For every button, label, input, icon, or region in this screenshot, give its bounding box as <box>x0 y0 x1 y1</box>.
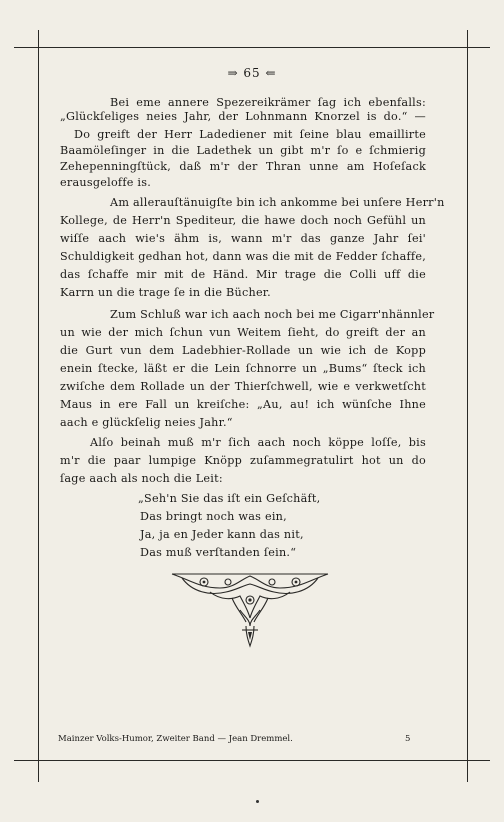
text-line: un wie der mich ſchun vun Weitem ſieht, do greift der an <box>60 326 426 339</box>
footer-title: Mainzer Volks-Humor, Zweiter Band — Jean Dremmel. <box>58 734 293 744</box>
text-line: ſage aach als noch die Leit: <box>60 472 223 485</box>
speck <box>256 800 259 803</box>
vignette-ornament <box>170 570 330 648</box>
text-line: zwiſche dem Rollade un der Thierſchwell, wie e verkwetſcht <box>60 380 426 393</box>
text-line: Zehepenningſtück, daß m'r der Thran unne am Hoſeſack <box>60 160 426 173</box>
text-line: das ſchaffe mir mit de Händ. Mir trage die Colli uff die <box>60 268 426 281</box>
verse-line: Ja, ja en Jeder kann das nit, <box>140 528 304 541</box>
text-line: Kollege, de Herr'n Spediteur, die hawe doch noch Gefühl un <box>60 214 426 227</box>
folio-right-mark: ⇐ <box>265 66 277 80</box>
verse-line: Das bringt noch was ein, <box>140 510 287 523</box>
text-line: Maus in ere Fall un kreiſche: „Au, au! ich wünſche Ihne <box>60 398 426 411</box>
top-rule <box>14 47 490 48</box>
text-line: die Gurt vun dem Ladebhier-Rollade un wie ich de Kopp <box>60 344 426 357</box>
folio-left-mark: ⇒ <box>227 66 239 80</box>
page-number: 65 <box>243 66 261 80</box>
page-number-line <box>0 66 504 80</box>
text-line: Baamöleſinger in die Ladethek un gibt m'r ſo e ſchmierig <box>60 144 426 157</box>
text-line: m'r die paar lumpige Knöpp zuſammegratulirt hot un do <box>60 454 426 467</box>
text-line: Schuldigkeit gedhan hot, dann was die mit de Fedder ſchaffe, <box>60 250 426 263</box>
text-line: enein ſtecke, läßt er die Lein ſchnorre un „Bums“ ſteck ich <box>60 362 426 375</box>
verse-line: Das muß verſtanden ſein.“ <box>140 546 297 559</box>
left-rule <box>38 30 39 782</box>
bottom-rule <box>14 760 490 761</box>
text-line: Bei eme annere Spezereikrämer ſag ich ebenfalls: <box>110 96 426 109</box>
text-line: „Glückſeliges neies Jahr, der Lohnmann Knorzel is do.“ — <box>60 110 426 123</box>
signature-mark: 5 <box>405 734 411 744</box>
text-line: Zum Schluß war ich aach noch bei me Cigarr'nhännler <box>110 308 435 321</box>
text-line: Karrn un die trage ſe in die Bücher. <box>60 286 271 299</box>
right-rule <box>467 30 468 782</box>
text-line: wiſſe aach wie's ähm is, wann m'r das ganze Jahr ſei' <box>60 232 426 245</box>
text-line: Alſo beinah muß m'r ſich aach noch köppe loſſe, bis <box>90 436 426 449</box>
text-line: erausgeloffe is. <box>60 176 152 189</box>
text-line: Do greift der Herr Ladediener mit ſeine blau emaillirte <box>74 128 426 141</box>
text-line: aach e glückſelig neies Jahr.“ <box>60 416 233 429</box>
text-line: Am allerauſtänuigſte bin ich ankomme bei unſere Herr'n <box>110 196 445 209</box>
verse-line: „Seh'n Sie das iſt ein Geſchäft, <box>138 492 321 505</box>
